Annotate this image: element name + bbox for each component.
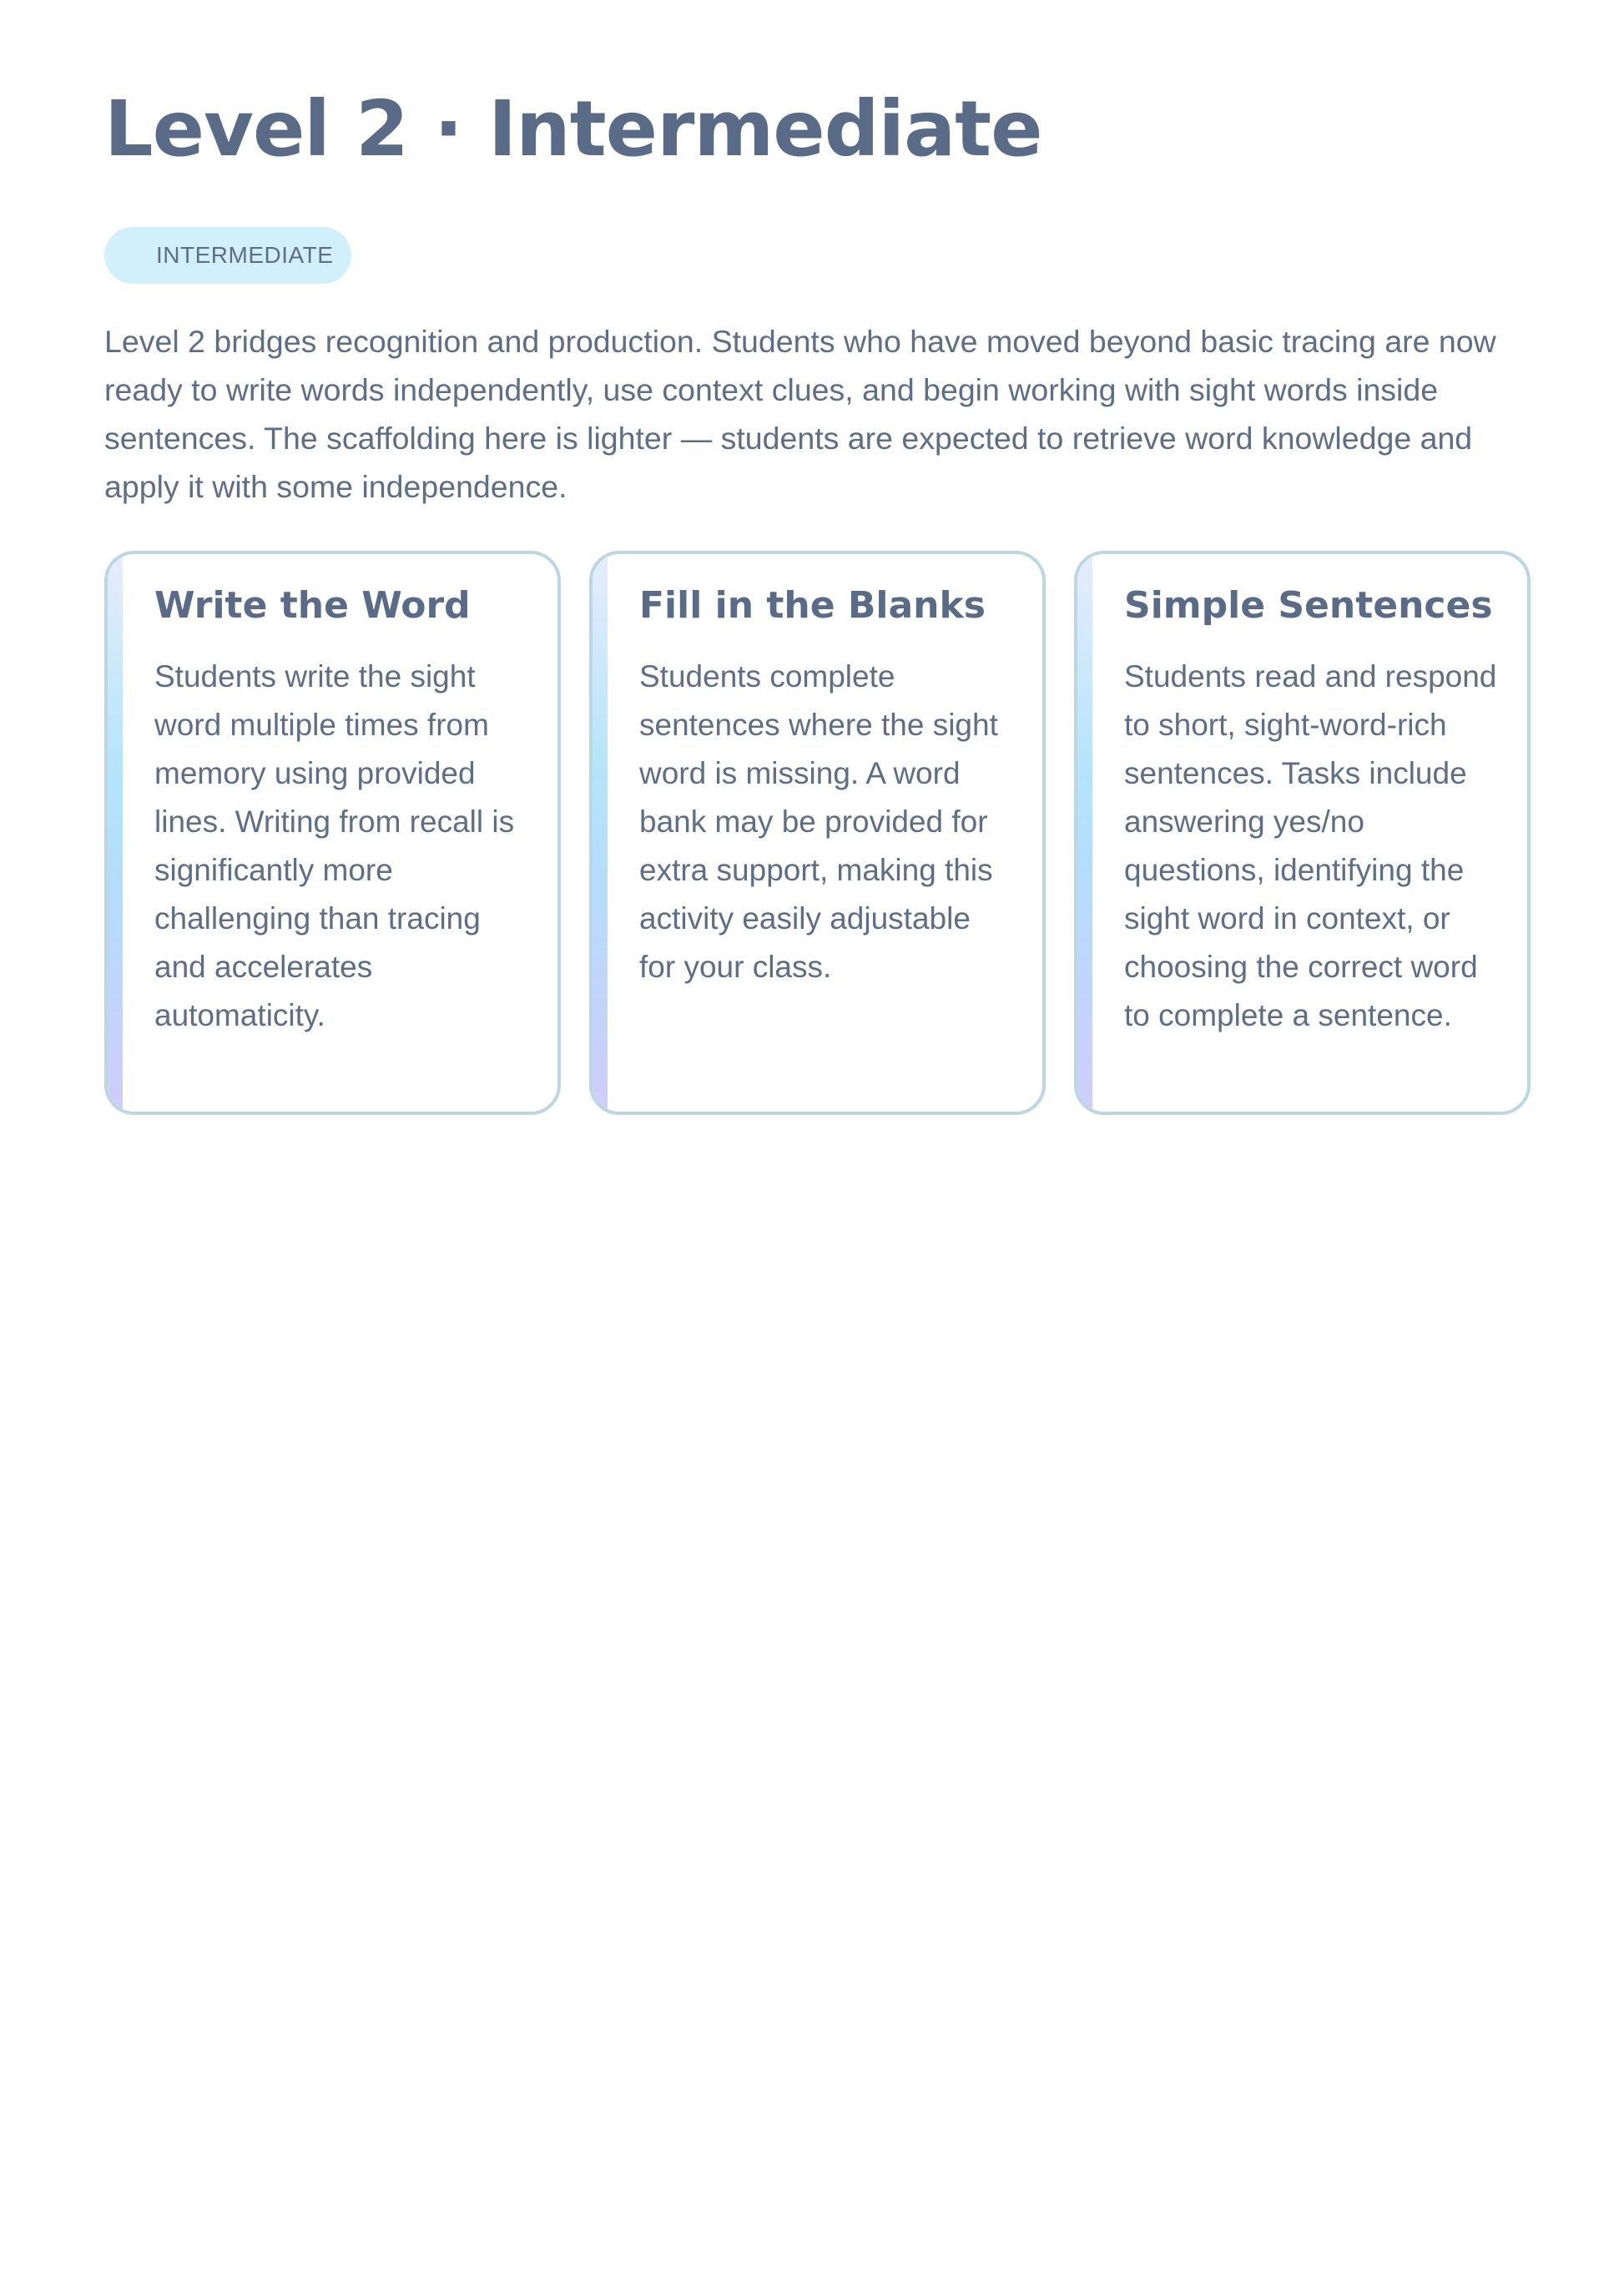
page-title: Level 2 · Intermediate bbox=[104, 84, 1042, 174]
card-title: Fill in the Blanks bbox=[639, 584, 986, 627]
card-title: Write the Word bbox=[154, 584, 471, 627]
card-accent-stripe bbox=[108, 554, 123, 1112]
card-description: Students write the sight word multiple times from memory using provided lines. Writing from recall is significantly more challenging than tracing and accelerates automaticity. bbox=[154, 659, 515, 1032]
activity-card-fill-in-the-blanks bbox=[589, 551, 1046, 1115]
activity-cards bbox=[104, 551, 1531, 1115]
activity-card-simple-sentences bbox=[1074, 551, 1531, 1115]
intro-paragraph: Level 2 bridges recognition and production. Students who have moved beyond basic tracing are now ready to write words independently, use context clues, and begin working with sight words inside sentences. The scaffolding here is lighter — students are expected to retrieve word knowledge and apply it with some independence. bbox=[104, 324, 1496, 504]
activity-card-write-the-word bbox=[104, 551, 561, 1115]
card-description: Students read and respond to short, sight-word-rich sentences. Tasks include answering yes/no questions, identifying the sight word in context, or choosing the correct word to complete a sentence. bbox=[1124, 659, 1497, 1032]
card-accent-stripe bbox=[593, 554, 608, 1112]
page-content bbox=[104, 75, 1531, 1115]
card-description: Students complete sentences where the sight word is missing. A word bank may be provided for extra support, making this activity easily adjustable for your class. bbox=[639, 659, 998, 984]
card-accent-stripe bbox=[1077, 554, 1092, 1112]
level-badge: INTERMEDIATE bbox=[104, 227, 351, 284]
card-title: Simple Sentences bbox=[1124, 584, 1493, 627]
